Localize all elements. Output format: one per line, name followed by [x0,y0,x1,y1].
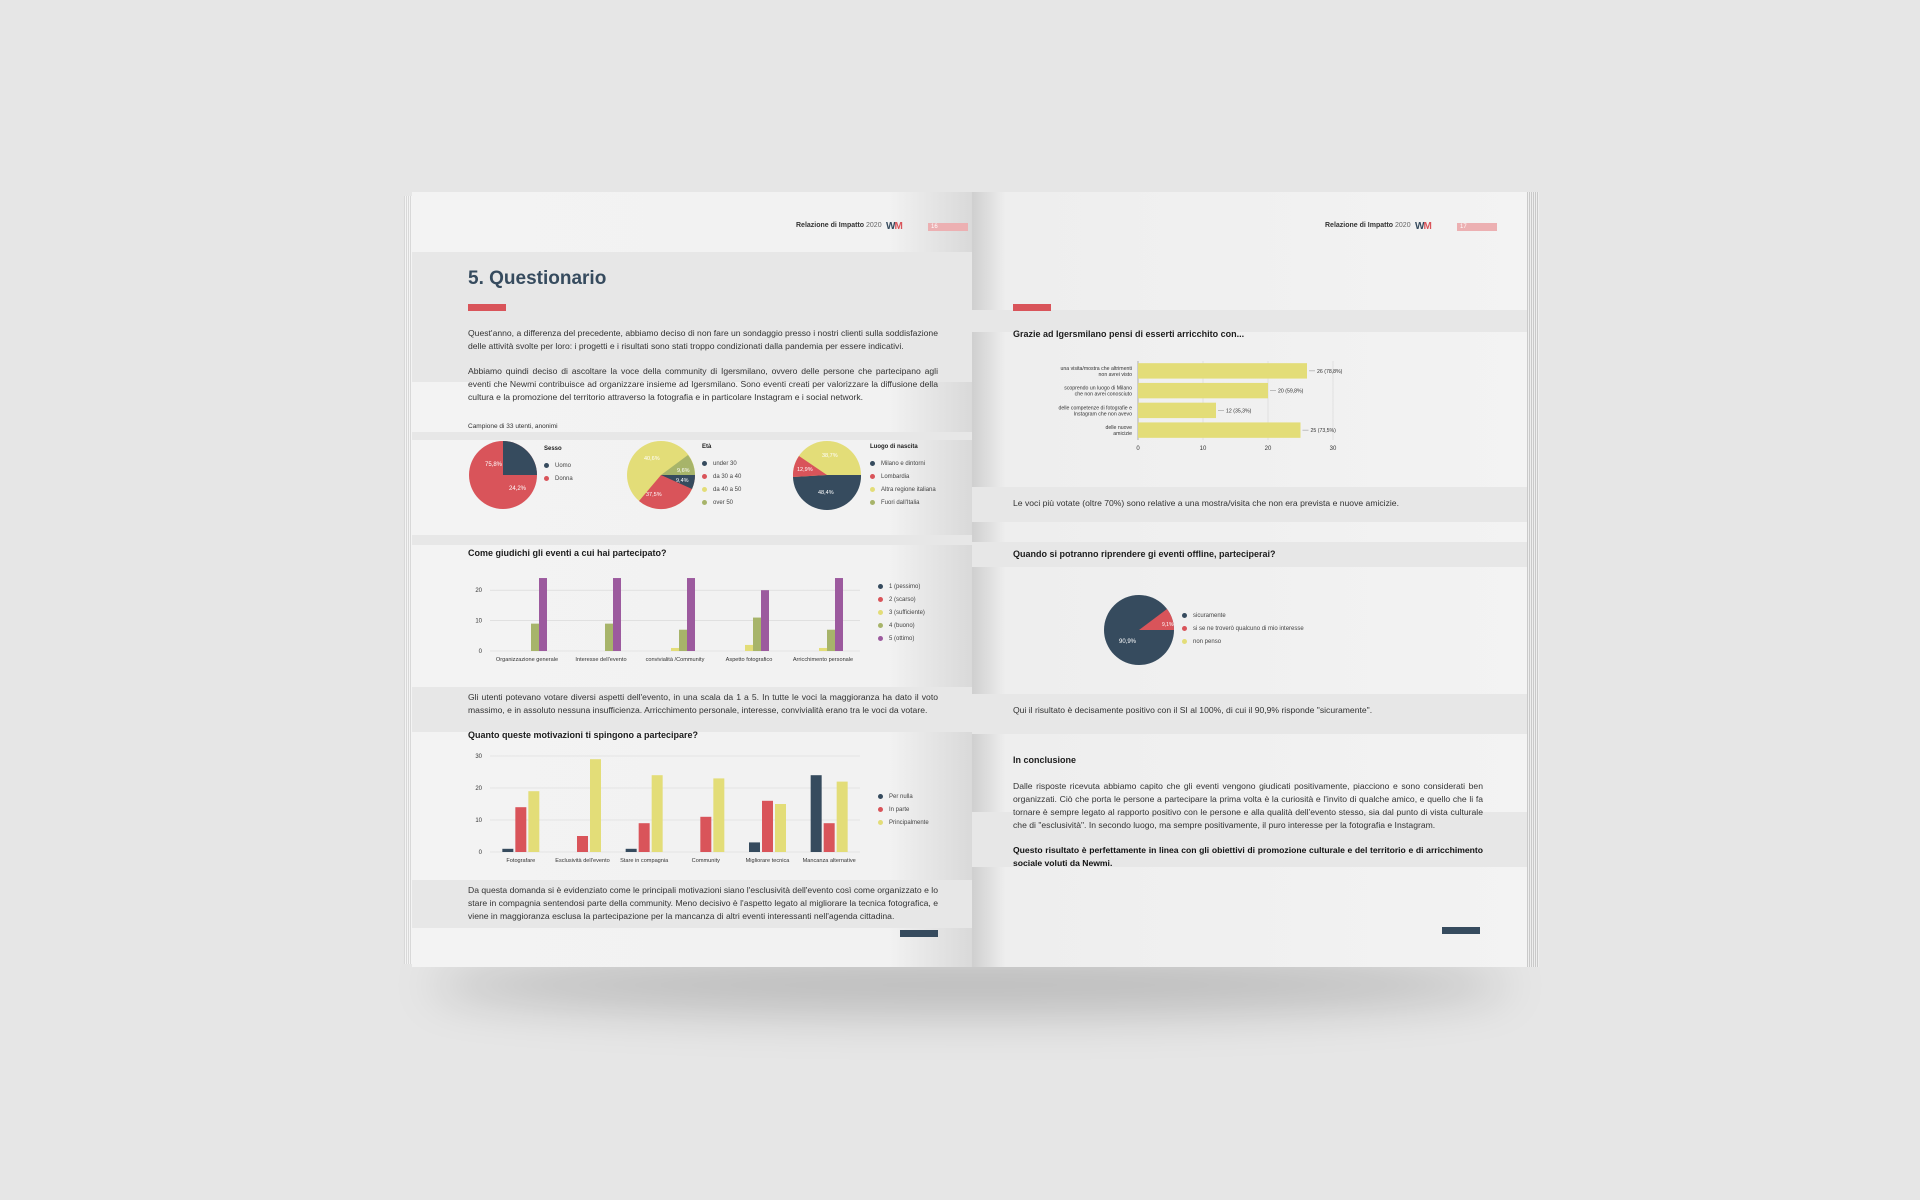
x-tick-label: Interesse dell'evento [575,657,627,663]
bar [679,630,687,651]
paragraph-evaluation: Gli utenti potevano votare diversi aspetti dell'evento, in una scala da 1 a 5. In tutte le voci la maggioranza ha dato il voto massimo, e in assoluto nessuna insufficienza. Arricchimento personale, interesse, convivialità erano tra le voci da votare. [468,692,938,715]
bar [652,775,663,852]
section-accent [1013,304,1051,311]
x-tick-label: Fotografare [506,858,536,864]
x-tick-label: Organizzazione generale [495,657,559,663]
legend-dot [870,487,875,492]
page-footer-tab [900,930,938,937]
page-number: 16 [928,223,968,231]
legend-dot [878,610,883,615]
pie-eta [626,440,696,510]
bar [835,578,843,651]
bar [749,842,760,852]
x-tick-label: Community [691,858,720,864]
paragraph-offline: Qui il risultato è decisamente positivo con il SI al 100%, di cui il 90,9% risponde "sicuramente". [1013,705,1373,715]
legend-item: da 30 a 40 [702,470,741,483]
data-label: 26 (78,8%) [1317,368,1343,375]
header-report-title: Relazione di Impatto 2020 [1325,222,1411,229]
x-tick-label: convivialità /Community [645,657,705,663]
band-sep-2 [412,535,972,545]
bar [762,801,773,852]
header-report-title: Relazione di Impatto 2020 [796,222,882,229]
data-label: 20 (59,8%) [1278,388,1304,395]
bar [700,817,711,852]
bar [613,578,621,651]
pie-label: 38,7% [822,453,838,459]
bar [819,648,827,651]
x-tick-label: 10 [1199,446,1207,452]
newmi-logo: WM [886,221,902,232]
bar [502,849,513,852]
intro-paragraph-2: Abbiamo quindi deciso di ascoltare la voce della community di Igersmilano, ovvero delle persone che partecipano agli eventi che Newmi contribuisce ad organizzare insieme ad Igersmilano. Sono eventi creati per valorizzare la diffusione della cultura e la promozione del territorio attraverso la fotografia e in particolare Instagram e i social network. [468,366,938,402]
legend-dot [702,461,707,466]
y-tick-label: 10 [475,818,482,824]
legend-item: 1 (pessimo) [878,580,925,593]
legend-title: Sesso [544,446,562,452]
bar [713,778,724,852]
legend-item: under 30 [702,457,741,470]
pie-sesso [468,440,538,510]
y-tick-label: che non avrei conosciuto [1074,391,1132,398]
legend-dot [544,476,549,481]
y-tick-label: 20 [475,588,482,595]
pie-label-donna: 75,8% [485,462,503,468]
y-tick-label: 0 [478,649,482,655]
x-tick-label: Esclusività dell'evento [555,858,610,864]
page-number: 17 [1457,223,1497,231]
legend-item: In parte [878,803,929,816]
band-sep-1 [412,432,972,440]
chart-enrichment [1013,357,1373,457]
legend-dot [878,807,883,812]
title-accent [468,304,506,311]
bar [577,836,588,852]
legend-dot [544,463,549,468]
y-tick-label: non avrei visto [1098,371,1132,378]
bar [626,849,637,852]
legend-dot [702,487,707,492]
legend-item: 4 (buono) [878,619,925,632]
x-tick-label: 0 [1136,446,1140,452]
bar [837,782,848,852]
bar [671,648,679,651]
legend-item: si se ne troverò qualcuno di mio interesse [1182,622,1304,635]
bar [590,759,601,852]
legend-dot [870,474,875,479]
legend-dot [702,500,707,505]
sample-note: Campione di 33 utenti, anonimi [468,423,558,430]
y-tick-label: 20 [475,786,482,792]
pie-label: 40,6% [644,456,660,462]
bar [745,645,753,651]
pie-label: 9,1% [1162,622,1174,628]
bar [827,630,835,651]
bar [775,804,786,852]
bar [753,618,761,651]
y-tick-label: 10 [475,618,482,625]
x-tick-label: 30 [1329,446,1337,452]
pie-label: 48,4% [818,490,834,496]
legend-item: Per nulla [878,790,929,803]
legend-dot [870,500,875,505]
bar [824,823,835,852]
bar [639,823,650,852]
y-tick-label: 30 [475,754,482,760]
legend-title: Luogo di nascita [870,444,918,450]
data-label: 12 (35,3%) [1226,408,1252,415]
pie-offline-events [1103,594,1175,666]
question-1: Come giudichi gli eventi a cui hai partecipato? [468,548,667,558]
legend-luogo [870,444,936,509]
legend-item: Lombardia [870,470,936,483]
legend-eta [702,444,741,509]
legend-dot [702,474,707,479]
bar [531,624,539,651]
y-tick-label: scoprendo un luogo di Milano [1064,385,1132,392]
chart-evaluation [468,567,888,667]
open-brochure [412,192,1527,967]
question-4: Quando si potranno riprendere gi eventi offline, parteciperai? [1013,549,1276,559]
legend-item: non penso [1182,635,1304,648]
page-edges-left [404,196,412,964]
question-3: Grazie ad Igersmilano pensi di esserti arricchito con... [1013,329,1245,339]
conclusion-title: In conclusione [1013,755,1077,765]
legend-item: sicuramente [1182,609,1304,622]
legend-dot [878,584,883,589]
bar [528,791,539,852]
pie-label: 9,4% [676,478,689,484]
pie-label: 12,9% [797,467,813,473]
chart-motivations [468,748,888,866]
right-page [972,192,1527,967]
legend-sesso [544,446,573,485]
left-page [412,192,972,967]
legend-title: Età [702,444,712,450]
page-footer-tab [1442,927,1480,934]
paragraph-enrichment: Le voci più votate (oltre 70%) sono relative a una mostra/visita che non era prevista e nuove amicizie. [1013,498,1399,508]
pie-slice-uomo [503,441,537,475]
bar [1138,422,1301,437]
bar [1138,383,1268,398]
legend-item: Donna [544,472,573,485]
legend-dot [1182,639,1187,644]
x-tick-label: 20 [1264,446,1272,452]
y-tick-label: amicizie [1113,431,1132,438]
bar [687,578,695,651]
pie-luogo [792,440,862,510]
bar [1138,403,1216,418]
legend-item: Uomo [544,459,573,472]
bar [515,807,526,852]
x-tick-label: Aspetto fotografico [725,657,773,663]
legend-item: 5 (ottimo) [878,632,925,645]
y-tick-label: 0 [478,850,482,856]
x-tick-label: Mancanza alternative [802,858,856,864]
legend-item: Fuori dall'Italia [870,496,936,509]
legend-offline-events [1182,609,1304,648]
legend-dot [870,461,875,466]
pie-label: 9,6% [677,468,690,474]
paragraph-conclusion: Dalle risposte ricevuta abbiamo capito che gli eventi vengono giudicati positivamente, piacciono e sono considerati ben organizzati. Ciò che porta le persone a partecipare la prima volta è la curiosità e l'invito di qualche amico, e quello che li fa tornare è sempre legato al rapporto positivo con le persone e alla qualità dell'evento stesso, sia dal punto di vista culturale che di "esclusività". In secondo luogo, ma sempre positivamente, il puro interesse per la fotografia e Instagram. [1013,781,1483,830]
y-tick-label: Instagram che non avevo [1073,411,1132,418]
legend-item: 2 (scarso) [878,593,925,606]
legend-dot [1182,613,1187,618]
legend-evaluation [878,580,925,645]
legend-dot [878,636,883,641]
pie-label-uomo: 24,2% [509,486,527,492]
data-label: 25 (73,5%) [1310,428,1336,435]
y-tick-label: una visita/mostra che altrimenti [1060,365,1132,372]
legend-dot [878,623,883,628]
legend-dot [878,597,883,602]
x-tick-label: Arricchimento personale [792,657,854,663]
y-tick-label: delle nuove [1105,425,1132,432]
intro-paragraph-1: Quest'anno, a differenza del precedente, abbiamo deciso di non fare un sondaggio presso i nostri clienti sulla soddisfazione delle attività svolte per loro: i progetti e i risultati sono stati troppo condizionati dalla pandemia per essere indicativi. [468,328,938,351]
question-2: Quanto queste motivazioni ti spingono a partecipare? [468,730,699,740]
legend-item: da 40 a 50 [702,483,741,496]
x-tick-label: Stare in compagnia [620,858,669,864]
y-tick-label: delle competenze di fotografie e [1058,405,1132,412]
paragraph-motivations: Da questa domanda si è evidenziato come le principali motivazioni siano l'esclusività dell'evento così come organizzato e lo stare in compagnia sentendosi parte della community. Meno decisivo è l'aspetto legato al migliorare la tecnica fotografica, e viene in maggioranza esclusa la partecipazione per la mancanza di altri eventi interessanti nell'agenda cittadina. [468,885,938,921]
bar [761,590,769,651]
pie-label: 90,9% [1119,639,1137,645]
bar [1138,363,1307,378]
legend-dot [878,794,883,799]
bar [605,624,613,651]
x-tick-label: Migliorare tecnica [745,858,790,864]
bar [811,775,822,852]
legend-item: Milano e dintorni [870,457,936,470]
page-edges-right [1527,192,1539,967]
legend-item: Principalmente [878,816,929,829]
legend-item: over 50 [702,496,741,509]
legend-item: 3 (sufficiente) [878,606,925,619]
page-title: 5. Questionario [468,268,607,289]
legend-item: Altra regione italiana [870,483,936,496]
newmi-logo: WM [1415,221,1431,232]
legend-dot [878,820,883,825]
pie-label: 37,5% [646,492,662,498]
bar [539,578,547,651]
legend-dot [1182,626,1187,631]
paragraph-closing: Questo risultato è perfettamente in linea con gli obiettivi di promozione culturale e del territorio e di arricchimento sociale voluti da Newmi. [1013,845,1483,868]
legend-motivations [878,790,929,829]
